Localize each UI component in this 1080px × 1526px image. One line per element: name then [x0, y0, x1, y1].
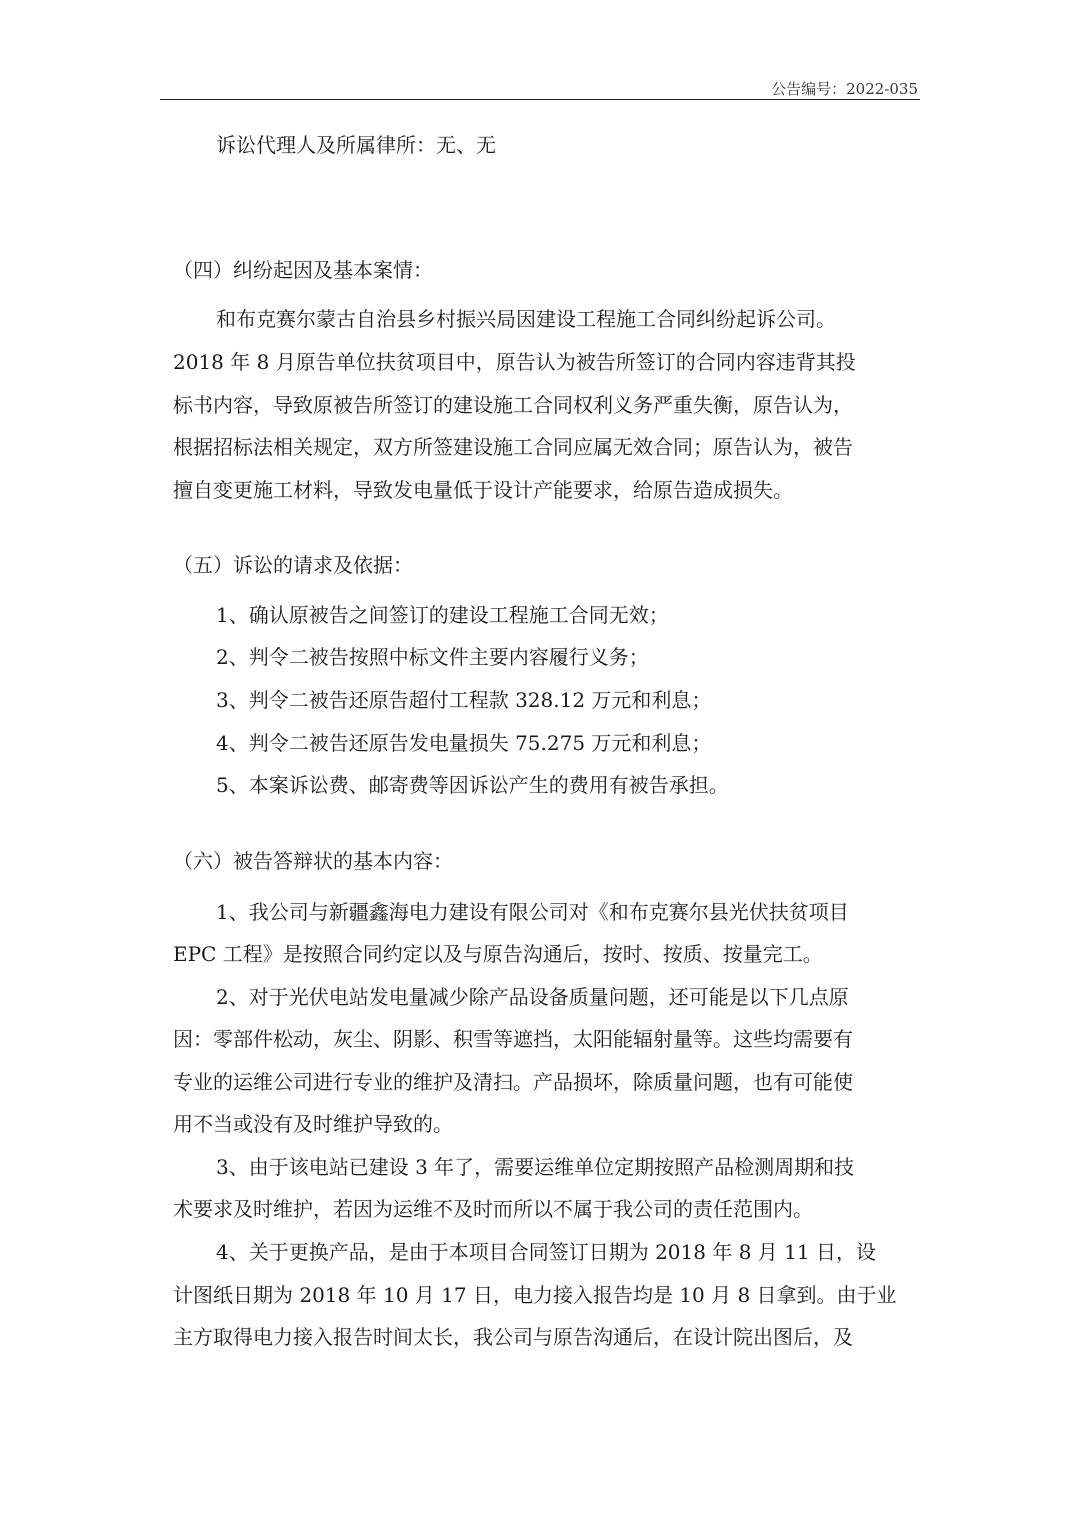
section-6-line: 用不当或没有及时维护导致的。 — [173, 1112, 453, 1136]
section-4-line: 根据招标法相关规定，双方所签建设施工合同应属无效合同；原告认为，被告 — [173, 435, 853, 459]
section-4-line: 2018 年 8 月原告单位扶贫项目中，原告认为被告所签订的合同内容违背其投 — [173, 350, 856, 374]
section-5-item: 5、本案诉讼费、邮寄费等因诉讼产生的费用有被告承担。 — [216, 773, 729, 797]
section-6-heading: （六）被告答辩状的基本内容： — [173, 849, 453, 873]
section-5-item: 1、确认原被告之间签订的建设工程施工合同无效； — [216, 603, 669, 627]
section-4-line: 擅自变更施工材料，导致发电量低于设计产能要求，给原告造成损失。 — [173, 478, 793, 502]
section-5-heading: （五）诉讼的请求及依据： — [173, 553, 413, 577]
section-6-line: 3、由于该电站已建设 3 年了，需要运维单位定期按照产品检测周期和技 — [216, 1155, 855, 1179]
section-5-item: 4、判令二被告还原告发电量损失 75.275 万元和利息； — [216, 731, 712, 755]
header-rule — [160, 99, 920, 100]
section-6-line: 2、对于光伏电站发电量减少除产品设备质量问题，还可能是以下几点原 — [216, 985, 849, 1009]
section-4-line: 标书内容，导致原被告所签订的建设施工合同权利义务严重失衡，原告认为， — [173, 393, 853, 417]
section-4-heading: （四）纠纷起因及基本案情： — [173, 258, 433, 282]
section-6-line: 因：零部件松动，灰尘、阴影、积雪等遮挡，太阳能辐射量等。这些均需要有 — [173, 1027, 853, 1051]
section-6-line: 专业的运维公司进行专业的维护及清扫。产品损坏，除质量问题，也有可能使 — [173, 1070, 853, 1094]
section-6-line: 计图纸日期为 2018 年 10 月 17 日，电力接入报告均是 10 月 8 日拿到。由于业 — [173, 1283, 897, 1307]
announcement-number: 公告编号：2022-035 — [771, 80, 918, 98]
section-5-item: 3、判令二被告还原告超付工程款 328.12 万元和利息； — [216, 688, 712, 712]
agent-line: 诉讼代理人及所属律所：无、无 — [216, 133, 496, 157]
section-6-line: EPC 工程》是按照合同约定以及与原告沟通后，按时、按质、按量完工。 — [173, 942, 823, 966]
section-4-line: 和布克赛尔蒙古自治县乡村振兴局因建设工程施工合同纠纷起诉公司。 — [216, 307, 836, 331]
section-5-item: 2、判令二被告按照中标文件主要内容履行义务； — [216, 645, 649, 669]
section-6-line: 主方取得电力接入报告时间太长，我公司与原告沟通后，在设计院出图后，及 — [173, 1325, 853, 1349]
section-6-line: 1、我公司与新疆鑫海电力建设有限公司对《和布克赛尔县光伏扶贫项目 — [216, 900, 849, 924]
section-6-line: 4、关于更换产品，是由于本项目合同签订日期为 2018 年 8 月 11 日，设 — [216, 1240, 876, 1264]
section-6-line: 术要求及时维护，若因为运维不及时而所以不属于我公司的责任范围内。 — [173, 1197, 813, 1221]
